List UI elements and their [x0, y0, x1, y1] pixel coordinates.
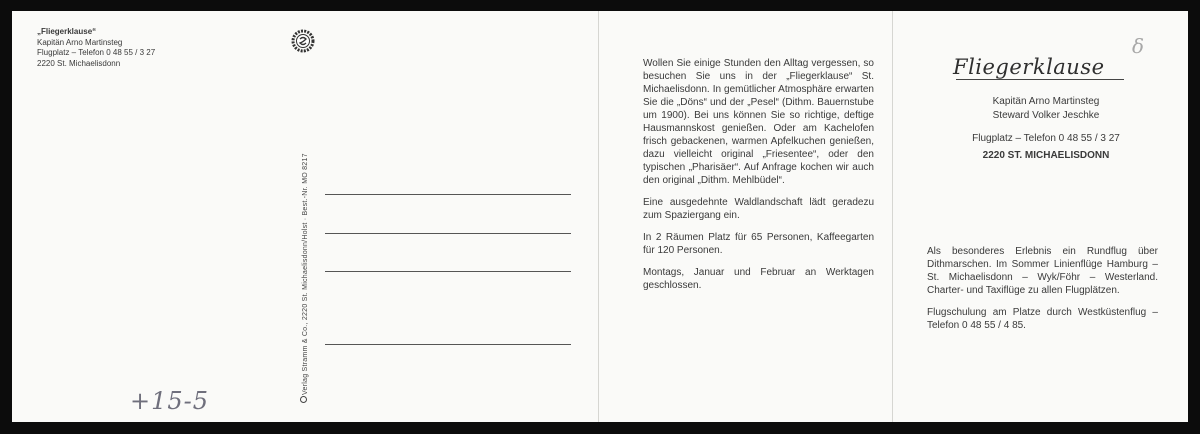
handwritten-note: +15-5 [130, 387, 210, 415]
brochure-card [12, 11, 1188, 422]
flight-paragraph: Als besonderes Erlebnis ein Rundflug über Dithmarschen. Im Sommer Linienflüge Hamburg – St. Michaelisdonn – Wyk/Föhr – Westerland. Charter- und Taxiflüge zu allen Flugplätzen. [927, 246, 1158, 296]
address-city: 2220 St. Michaelisdonn [37, 58, 121, 68]
corner-mark-icon: δ [1132, 34, 1145, 58]
publisher-logo-icon [291, 29, 315, 53]
address-line [325, 344, 571, 345]
fold-line [598, 11, 599, 422]
right-steward: Steward Volker Jeschke [992, 110, 1100, 121]
description-paragraph: Montags, Januar und Februar an Werktagen geschlossen. [643, 267, 874, 291]
publisher-imprint: Verlag Stramm & Co., 2220 St. Michaelisdonn/Holst · Best.-Nr. MO 8217 [302, 153, 309, 395]
description-paragraph: Eine ausgedehnte Waldlandschaft lädt geradezu zum Spaziergang ein. [643, 197, 874, 221]
flight-info [927, 245, 1158, 341]
fold-line [892, 11, 893, 422]
sender-address [37, 27, 155, 69]
imprint-circle [300, 396, 307, 403]
right-city: 2220 ST. MICHAELISDONN [982, 150, 1110, 161]
address-line [325, 233, 571, 234]
flight-paragraph: Flugschulung am Platze durch Westküstenflug – Telefon 0 48 55 / 4 85. [927, 307, 1158, 331]
brand-underline [956, 79, 1124, 80]
description-paragraph: Wollen Sie einige Stunden den Alltag vergessen, so besuchen Sie uns in der „Fliegerklause“ St. Michaelisdonn. In gemütlicher Atmosphäre erwarten Sie die „Döns“ und der „Pesel“ (Dithm. Bauernstube um 1900). Bei uns können Sie so richtige, deftige Hausmannskost genießen. Oder am Kachelofen frisch gebackenen, warmen Apfelkuchen genießen, dazu vielleicht original „Friesentee“, oder den typischen „Pharisäer“. Auf Anfrage kochen wir auch den original „Dithm. Mehlbüdel“. [643, 58, 874, 186]
address-line [325, 271, 571, 272]
right-captain: Kapitän Arno Martinsteg [992, 96, 1100, 107]
address-name: „Fliegerklause“ [37, 27, 97, 36]
brand-title: Fliegerklause [953, 55, 1105, 79]
description-paragraph: In 2 Räumen Platz für 65 Personen, Kaffeegarten für 120 Personen. [643, 232, 874, 256]
address-captain: Kapitän Arno Martinsteg [37, 37, 123, 47]
address-line [325, 194, 571, 195]
right-phone: Flugplatz – Telefon 0 48 55 / 3 27 [972, 133, 1120, 144]
address-phone: Flugplatz – Telefon 0 48 55 / 3 27 [37, 48, 156, 57]
description-text [643, 57, 874, 301]
